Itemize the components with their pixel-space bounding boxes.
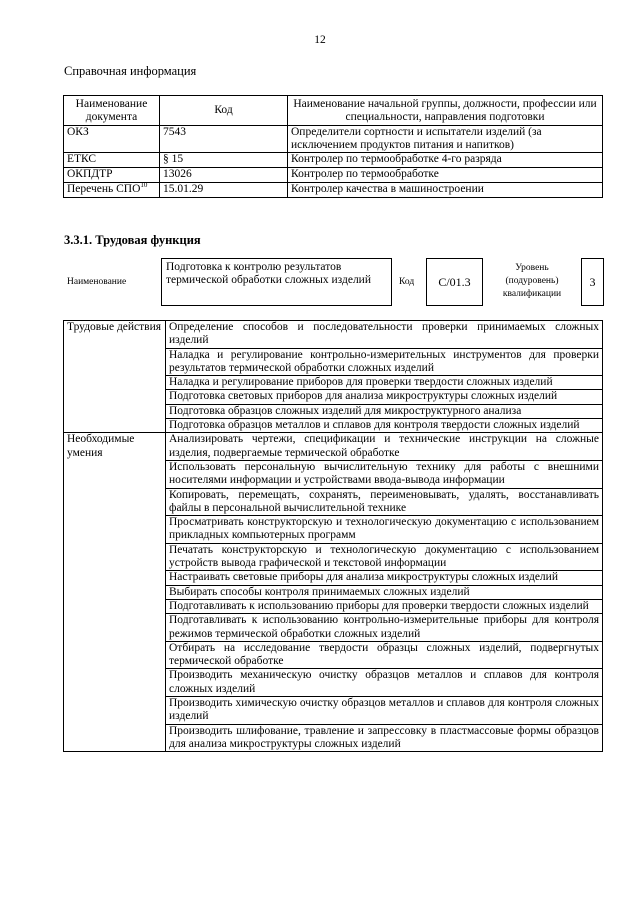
labor-action-item: Наладка и регулирование контрольно-измерительных инструментов для проверки результатов термической обработки сложных изделий	[166, 348, 603, 376]
ref-doc-cell	[64, 183, 160, 198]
ref-table-row	[64, 126, 603, 153]
reference-heading: Справочная информация	[64, 64, 197, 78]
page-number: 12	[314, 34, 326, 46]
required-skill-item: Производить химическую очистку образцов металлов и сплавов для контроля сложных изделий	[166, 697, 603, 725]
labor-action-item: Определение способов и последовательности проверки принимаемых сложных изделий	[166, 321, 603, 349]
section-title: 3.3.1. Трудовая функция	[64, 233, 201, 247]
required-skill-label: Необходимые умения	[64, 433, 166, 752]
actions-skills-body	[64, 321, 603, 752]
footnote-marker: 10	[140, 181, 148, 190]
labor-action-item: Подготовка световых приборов для анализа микроструктуры сложных изделий	[166, 390, 603, 404]
ref-table-row	[64, 183, 603, 198]
required-skill-item: Подготавливать к использованию приборы для проверки твердости сложных изделий	[166, 599, 603, 613]
required-skill-item: Выбирать способы контроля принимаемых сложных изделий	[166, 585, 603, 599]
ref-doc-name: ОКЗ	[67, 126, 89, 138]
labor-action-item: Наладка и регулирование приборов для проверки твердости сложных изделий	[166, 376, 603, 390]
required-skill-item: Производить шлифование, травление и запрессовку в пластмассовые формы образцов для анализа микроструктуры сложных изделий	[166, 724, 603, 752]
ref-header-doc: Наименование документа	[64, 96, 160, 126]
ref-table-body	[64, 126, 603, 198]
ref-doc-name: ЕТКС	[67, 153, 97, 165]
labor-action-row	[64, 321, 603, 349]
function-name-value: Подготовка к контролю результатов термической обработки сложных изделий	[161, 258, 392, 306]
ref-code-cell: 15.01.29	[160, 183, 288, 198]
required-skill-item: Анализировать чертежи, спецификации и технические инструкции на сложные изделия, подвергаемые термической обработке	[166, 433, 603, 461]
ref-name-cell: Контролер качества в машиностроении	[288, 183, 603, 198]
qualification-level-value: 3	[581, 258, 604, 306]
required-skill-item: Настраивать световые приборы для анализа микроструктуры сложных изделий	[166, 571, 603, 585]
required-skill-item: Подготавливать к использованию контрольно-измерительные приборы для контроля режимов термической обработки сложных изделий	[166, 614, 603, 642]
ref-doc-name: Перечень СПО	[67, 183, 141, 195]
required-skill-item: Печатать конструкторскую и технологическую документацию с использованием устройств вывода графической и текстовой информации	[166, 543, 603, 571]
ref-code-cell: 7543	[160, 126, 288, 153]
required-skill-item: Просматривать конструкторскую и технологическую документацию с использованием прикладных компьютерных программ	[166, 516, 603, 544]
function-name-label: Наименование	[67, 277, 127, 287]
ref-name-cell: Контролер по термообработке	[288, 168, 603, 183]
ref-doc-cell	[64, 153, 160, 168]
actions-skills-table	[63, 320, 603, 752]
required-skill-item: Использовать персональную вычислительную технику для работы с внешними носителями информации и устройствами ввода-вывода информации	[166, 460, 603, 488]
function-code-value: C/01.3	[426, 258, 483, 306]
labor-action-label: Трудовые действия	[64, 321, 166, 433]
function-code-label: Код	[399, 277, 415, 287]
ref-code-cell: § 15	[160, 153, 288, 168]
required-skill-row	[64, 433, 603, 461]
labor-action-item: Подготовка образцов металлов и сплавов для контроля твердости сложных изделий	[166, 419, 603, 433]
required-skill-item: Копировать, перемещать, сохранять, переименовывать, удалять, восстанавливать файлы в персональной вычислительной технике	[166, 488, 603, 516]
ref-header-code: Код	[160, 96, 288, 126]
ref-header-name: Наименование начальной группы, должности, профессии или специальности, направления подготовки	[288, 96, 603, 126]
required-skill-item: Производить механическую очистку образцов металлов и сплавов для контроля сложных изделий	[166, 669, 603, 697]
ref-table-row	[64, 153, 603, 168]
labor-action-item: Подготовка образцов сложных изделий для микроструктурного анализа	[166, 404, 603, 418]
ref-doc-name: ОКПДТР	[67, 168, 113, 180]
ref-doc-cell	[64, 126, 160, 153]
ref-code-cell: 13026	[160, 168, 288, 183]
ref-name-cell: Контролер по термообработке 4-го разряда	[288, 153, 603, 168]
reference-table	[63, 95, 603, 198]
qualification-level-label: Уровень (подуровень) квалификации	[502, 263, 562, 299]
ref-name-cell: Определители сортности и испытатели изделий (за исключением продуктов питания и напитков)	[288, 126, 603, 153]
required-skill-item: Отбирать на исследование твердости образцы сложных изделий, подвергнутых термической обработке	[166, 641, 603, 669]
